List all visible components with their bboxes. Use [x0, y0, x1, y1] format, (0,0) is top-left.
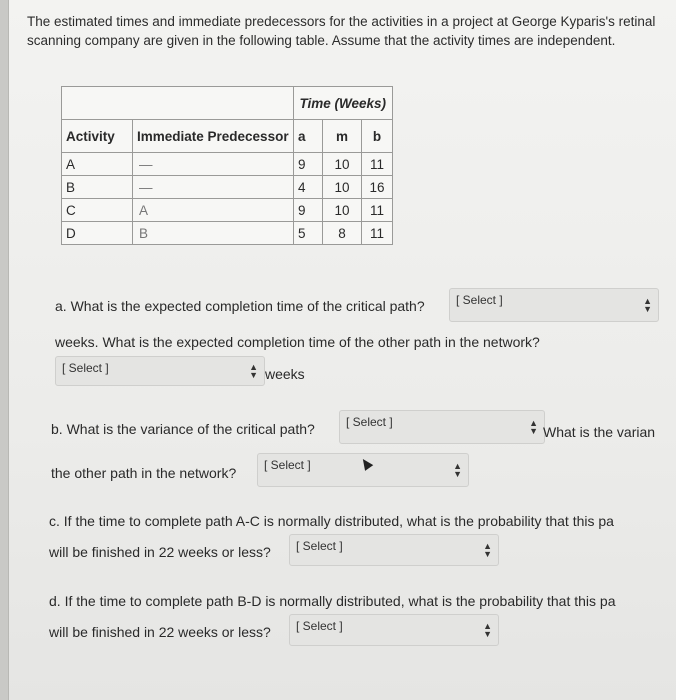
- question-b-text: b. What is the variance of the critical path?: [51, 421, 315, 437]
- activity-table: [61, 86, 393, 245]
- question-d-text-2: will be finished in 22 weeks or less?: [49, 624, 271, 640]
- select-critical-path-time[interactable]: [ Select ] ▲ ▼: [449, 288, 659, 322]
- header-a: a: [294, 120, 323, 153]
- question-b-text-3: the other path in the network?: [51, 465, 237, 481]
- table-row: C A 9 10 11: [62, 199, 393, 222]
- quiz-page: [8, 0, 676, 700]
- question-a-text: a. What is the expected completion time of the critical path?: [55, 298, 425, 314]
- select-other-path-time[interactable]: [ Select ] ▲ ▼: [55, 356, 265, 386]
- select-arrows-icon: ▲ ▼: [453, 461, 462, 479]
- select-arrows-icon: ▲ ▼: [529, 418, 538, 436]
- question-b-text-2: What is the varian: [543, 424, 656, 440]
- select-path-bd-probability[interactable]: [ Select ] ▲ ▼: [289, 614, 499, 646]
- select-arrows-icon: ▲ ▼: [249, 362, 258, 380]
- header-predecessor: Immediate Predecessor: [133, 120, 294, 153]
- weeks-label: weeks: [265, 366, 305, 382]
- select-other-variance[interactable]: [ Select ] ▲ ▼: [257, 453, 469, 487]
- header-activity: Activity: [62, 120, 133, 153]
- select-arrows-icon: ▲ ▼: [483, 541, 492, 559]
- intro-text: The estimated times and immediate predecessors for the activities in a project at George Kyparis's retinal scanning company are given in the following table. Assume that the activity times are independent.: [27, 14, 656, 48]
- table-row: B — 4 10 16: [62, 176, 393, 199]
- question-d-text: d. If the time to complete path B-D is normally distributed, what is the probability that this pa: [49, 593, 616, 609]
- select-arrows-icon: ▲ ▼: [483, 621, 492, 639]
- question-c-text: c. If the time to complete path A-C is normally distributed, what is the probability that this pa: [49, 513, 614, 529]
- select-arrows-icon: ▲ ▼: [643, 296, 652, 314]
- table-row: D B 5 8 11: [62, 222, 393, 245]
- question-c-text-2: will be finished in 22 weeks or less?: [49, 544, 271, 560]
- select-path-ac-probability[interactable]: [ Select ] ▲ ▼: [289, 534, 499, 566]
- header-m: m: [323, 120, 362, 153]
- header-b: b: [362, 120, 393, 153]
- select-critical-variance[interactable]: [ Select ] ▲ ▼: [339, 410, 545, 444]
- time-weeks-header: Time (Weeks): [294, 87, 393, 120]
- table-row: A — 9 10 11: [62, 153, 393, 176]
- question-a-text-2: weeks. What is the expected completion time of the other path in the network?: [55, 334, 540, 350]
